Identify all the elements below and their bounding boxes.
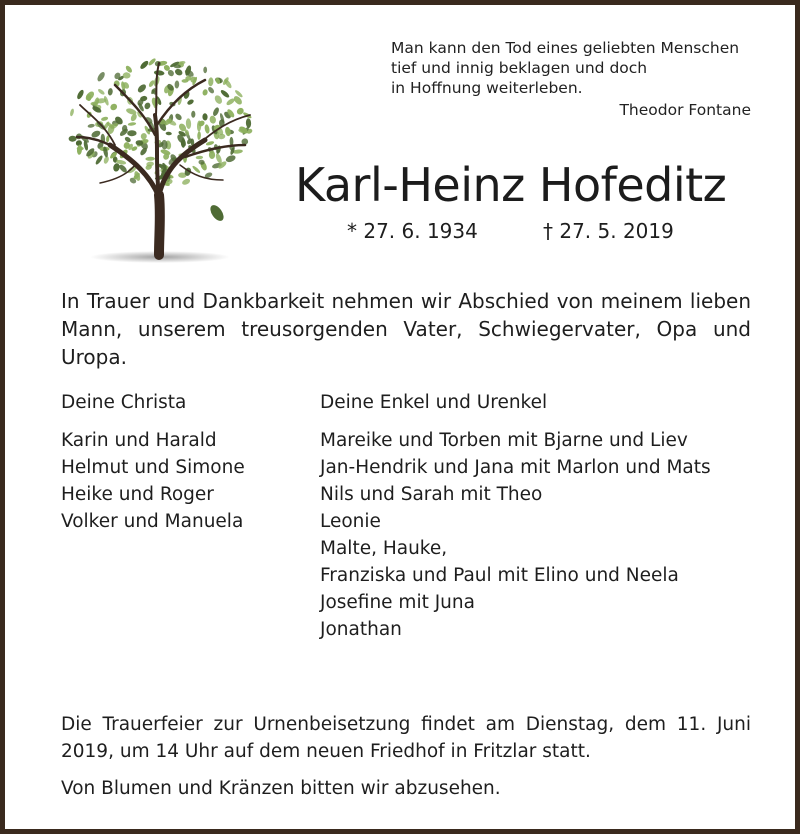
quote-line: Man kann den Tod eines geliebten Menschen <box>391 39 740 57</box>
quote-line: in Hoffnung weiterleben. <box>391 79 583 97</box>
list-item: Jan-Hendrik und Jana mit Marlon und Mats <box>320 457 711 478</box>
tree-icon <box>55 45 270 270</box>
list-item: Franziska und Paul mit Elino und Neela <box>320 565 679 586</box>
intro-text <box>61 287 751 371</box>
birth-date: * 27. 6. 1934 <box>347 219 478 243</box>
quote-author: Theodor Fontane <box>619 101 751 119</box>
list-item: Jonathan <box>320 619 402 640</box>
list-item: Heike und Roger <box>61 484 214 505</box>
intro-line: In Trauer und Dankbarkeit nehmen wir Abschied von meinem lieben <box>61 289 751 313</box>
list-item: Helmut und Simone <box>61 457 245 478</box>
list-item: Malte, Hauke, <box>320 538 448 559</box>
mourners-left-heading: Deine Christa <box>61 392 187 413</box>
service-line: 2019, um 14 Uhr auf dem neuen Friedhof in Fritzlar statt. <box>61 741 591 762</box>
list-item: Karin und Harald <box>61 430 217 451</box>
mourners-right-list <box>320 427 711 643</box>
mourners-left-list <box>61 427 245 535</box>
quote <box>391 38 751 120</box>
death-date: † 27. 5. 2019 <box>543 219 674 243</box>
flowers-note: Von Blumen und Kränzen bitten wir abzusehen. <box>61 778 501 799</box>
deceased-name: Karl-Heinz Hofeditz <box>295 158 727 212</box>
service-line: Die Trauerfeier zur Urnenbeisetzung findet am Dienstag, dem 11. Juni <box>61 714 751 735</box>
list-item: Mareike und Torben mit Bjarne und Liev <box>320 430 688 451</box>
list-item: Volker und Manuela <box>61 511 244 532</box>
list-item: Leonie <box>320 511 381 532</box>
list-item: Nils und Sarah mit Theo <box>320 484 543 505</box>
intro-line: Mann, unserem treusorgenden Vater, Schwiegervater, Opa und Uropa. <box>61 317 751 369</box>
service-text <box>61 711 751 765</box>
quote-line: tief und innig beklagen und doch <box>391 59 648 77</box>
list-item: Josefine mit Juna <box>320 592 475 613</box>
mourners-right-heading: Deine Enkel und Urenkel <box>320 392 548 413</box>
